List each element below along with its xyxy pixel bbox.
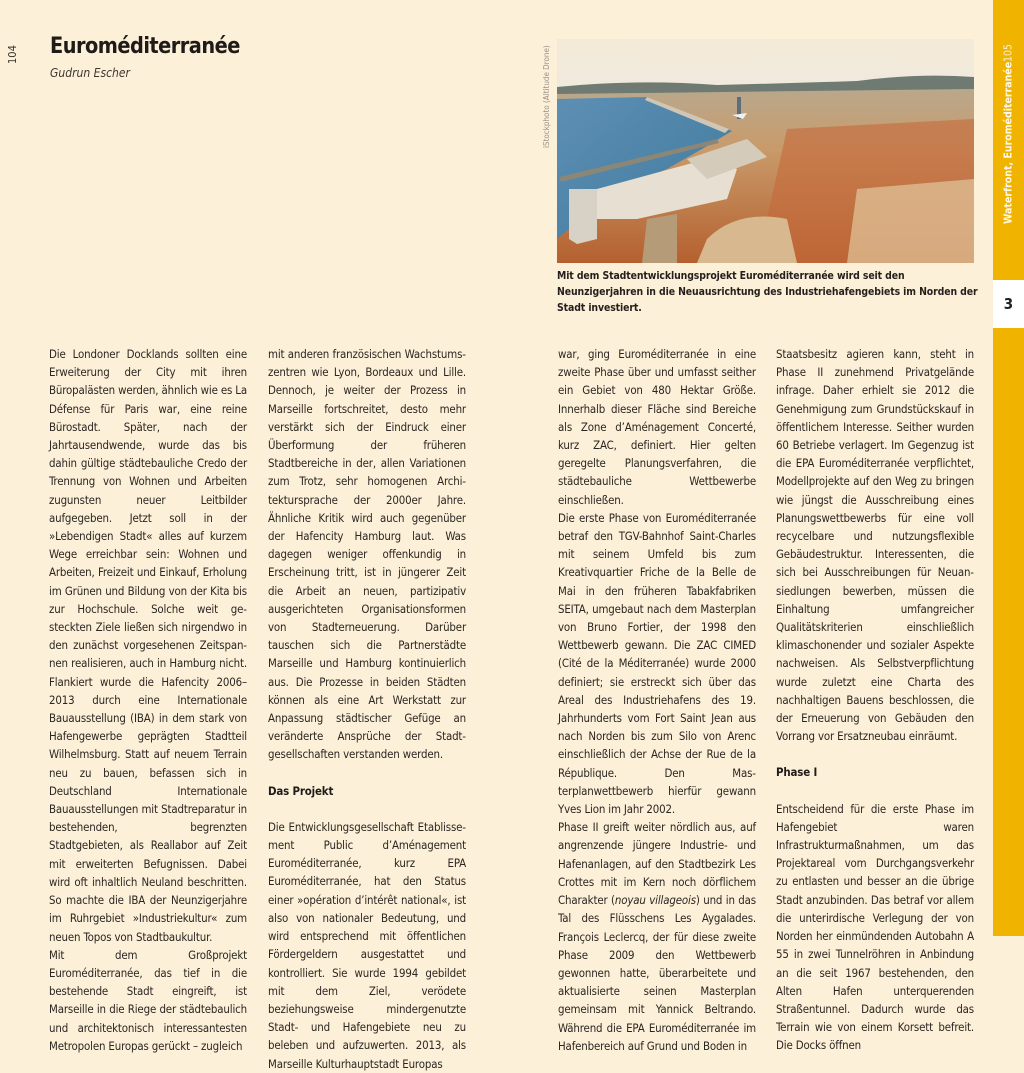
paragraph: Entscheidend für die erste Phase im Hafengebiet waren Infrastrukturmaßnahmen, um das Projektareal vom Durchgangsverkehr zu entlasten und besser an die übrige Stadt anzubinden. Das betraf vor allem die unterirdische Verlegung der von Norden her einmündenden Autobahn A 55 in zwei Tunnelröhren in Anbindung an die seit 1967 bestehenden, den Alten Hafen unterquerenden Straßentunnel. Dadurch wurde das Terrain wie von einem Korsett befreit. Die Docks öffnen	[776, 801, 974, 1053]
paragraph: Die erste Phase von Euroméditerranée betraf den TGV-Bahnhof Saint-Charles mit seinem Umfeld bis zum Kreativquartier Friche de la Belle de Mai in den früheren Tabakfabriken SEITA, umgebaut nach dem Masterplan von Bruno Fortier, der 1998 den Wettbewerb gewann. Die ZAC CIMED (Cité de la Méditerranée) wurde 2000 definiert; sie erstreckt sich über das Areal des Industriehafens des 19. Jahrhunderts vom Fort Saint Jean aus nach Norden bis zum Silo von Arenc einschließlich der Achse der Rue de la République. Den Masterplanwettbewerb hierfür gewann Yves Lion im Jahr 2002.	[558, 510, 756, 817]
paragraph	[558, 818, 756, 1055]
aerial-photo	[557, 39, 974, 263]
chapter-number: 3	[1003, 295, 1014, 313]
paragraph: Staatsbesitz agieren kann, steht in Phase II zunehmend Privatgelände infrage. Daher erhielt sie 2012 die Genehmigung zum Grundstückskauf in öffentlichem Interesse. Seither wurden 60 Betriebe verlagert. Im Gegenzug ist die EPA Euroméditerranée verpflichtet, Modellprojekte auf den Weg zu bringen wie jüngst die Ausschreibung eines Planungswettbewerbs für eine voll recycelbare und nutzungsflexible Gebäudestruktur. Interessenten, die sich bei Ausschreibungen für Neuansiedlungen bewerben, müssen die Einhaltung umfangreicher Qualitätskriterien einschließlich klimaschonender und sozialer Aspekte nachweisen. Als Selbstverpflichtung wurde zuletzt eine Charta des nachhaltigen Bauens beschlossen, die der Erneuerung von Gebäuden den Vorrang vor Ersatzneubau einräumt.	[776, 347, 974, 744]
chapter-number-box	[993, 280, 1024, 328]
side-tab	[993, 0, 1024, 280]
paragraph-text: ) und in das Tal des Flüsschens Les Aygalades. François Leclercq, der für diese zweite Phase 2009 den Wettbewerb gewonnen hatte, überarbeitete und aktualisierte seinen Masterplan gemeinsam mit Yannick Beltrando. Während die EPA Euroméditerranée im Hafenbereich auf Grund und Boden in	[558, 893, 756, 1053]
page-number-left: 104	[6, 45, 19, 65]
italic-term: noyau villageois	[614, 893, 696, 908]
article-author: Gudrun Escher	[50, 66, 130, 80]
section-heading-das-projekt: Das Projekt	[268, 783, 334, 798]
photo-credit: iStockphoto (Altitude Drone)	[542, 45, 551, 148]
side-tab-lower	[993, 328, 1024, 936]
article-title: Euroméditerranée	[50, 34, 240, 59]
paragraph: war, ging Euroméditerranée in eine zweite Phase über und umfasst seither ein Gebiet von 480 Hektar Größe. Innerhalb dieser Fläche sind Bereiche als Zone d’Aménagement Concerté, kurz ZAC, definiert. Hier gelten geregelte Planungsverfahren, die städtebauliche Wettbewerbe einschließen.	[558, 347, 756, 507]
text-column-3	[558, 345, 756, 1055]
side-tab-label	[993, 38, 1024, 225]
paragraph-text: Phase II greift weiter nördlich aus, auf angrenzende jüngere Industrie- und Hafenanlagen, auf den Stadtbezirk Les Crottes mit im Kern noch dörflichem Charakter (	[558, 820, 756, 908]
paragraph: Mit dem Großprojekt Euroméditerranée, das tief in die bestehende Stadt eingreift, ist Marseille in die Riege der städtebaulich und architektonisch interessantesten Metropolen Europas gerückt – zugleich	[49, 947, 247, 1053]
side-tab-section: Waterfront, Euroméditerranée	[1002, 62, 1015, 225]
section-heading-phase-1: Phase I	[776, 765, 818, 780]
paragraph: Die Entwicklungsgesellschaft Etablissement Public d’Aménagement Euroméditerranée, kurz EPA Euroméditerranée, hat den Status einer »opération d’intérêt national«, ist also von nationaler Bedeutung, und wird entsprechend mit öffentlichen Fördergeldern ausgestattet und kontrolliert. Sie wurde 1994 gebildet mit dem Ziel, verödete beziehungsweise mindergenutzte Stadt- und Hafengebiete neu zu beleben und aufzuwerten. 2013, als Marseille Kulturhauptstadt Europas	[268, 819, 466, 1071]
paragraph: mit anderen französischen Wachstumszentren wie Lyon, Bordeaux und Lille. Dennoch, je weiter der Prozess in Marseille fortschreitet, desto mehr verstärkt sich der Eindruck einer Überformung der früheren Stadtbereiche in der, allen Variationen zum Trotz, sehr homogenen Architektursprache der 2000er Jahre. Ähnliche Kritik wird auch gegenüber der Hafencity Hamburg laut. Was dagegen weniger offenkundig in Erscheinung tritt, ist in jüngerer Zeit die Arbeit an neuen, partizipativ ausgerichteten Organisationsformen von Stadterneuerung. Darüber tauschen sich die Partnerstädte Marseille und Hamburg kontinuierlich aus. Die Prozesse in beiden Städten können als eine Art Werkstatt zur Anpassung städtischer Gefüge an veränderte Ansprüche der Stadtgesellschaften verstanden werden.	[268, 347, 466, 762]
text-column-2	[268, 345, 466, 1073]
text-column-4	[776, 345, 974, 1055]
aerial-photo-illustration	[557, 39, 974, 263]
side-tab-page-number: 105	[1002, 44, 1015, 63]
paragraph: Die Londoner Docklands sollten eine Erweiterung der City mit ihren Büropalästen werden, ähnlich wie es La Défense für Paris war, eine reine Bürostadt. Später, nach der Jahrtausendwende, wurde das bis dahin gültige städtebauliche Credo der Trennung von Wohnen und Arbeiten zugunsten neuer Leitbilder aufgegeben. Jetzt soll in der »Lebendigen Stadt« alles auf kurzem Wege erreichbar sein: Wohnen und Arbeiten, Freizeit und Einkauf, Erholung im Grünen und Bildung von der Kita bis zur Hochschule. Solche weit gesteckten Ziele ließen sich nirgendwo in den zunächst vorgesehenen Zeitspannen realisieren, auch in Hamburg nicht. Flankiert wurde die Hafencity 2006–2013 durch eine Internationale Bauausstellung (IBA) in dem stark von Hafengewerbe geprägten Stadtteil Wilhelmsburg. Statt auf neuem Terrain neu zu bauen, befassen sich in Deutschland Internationale Bauausstellungen mit Stadtreparatur in bestehenden, begrenzten Stadtgebieten, als Reallabor auf Zeit mit erweiterten Befugnissen. Dabei wird oft inhaltlich Neuland beschritten. So machte die IBA der Neunzigerjahre im Ruhrgebiet »Industriekultur« zum neuen Topos von Stadtbaukultur.	[49, 347, 247, 944]
text-column-1	[49, 345, 247, 1055]
photo-caption: Mit dem Stadtentwicklungsprojekt Euroméditerranée wird seit den Neunzigerjahren in die Neuausrichtung des Industriehafengebiets im Norden der Stadt investiert.	[557, 270, 978, 314]
